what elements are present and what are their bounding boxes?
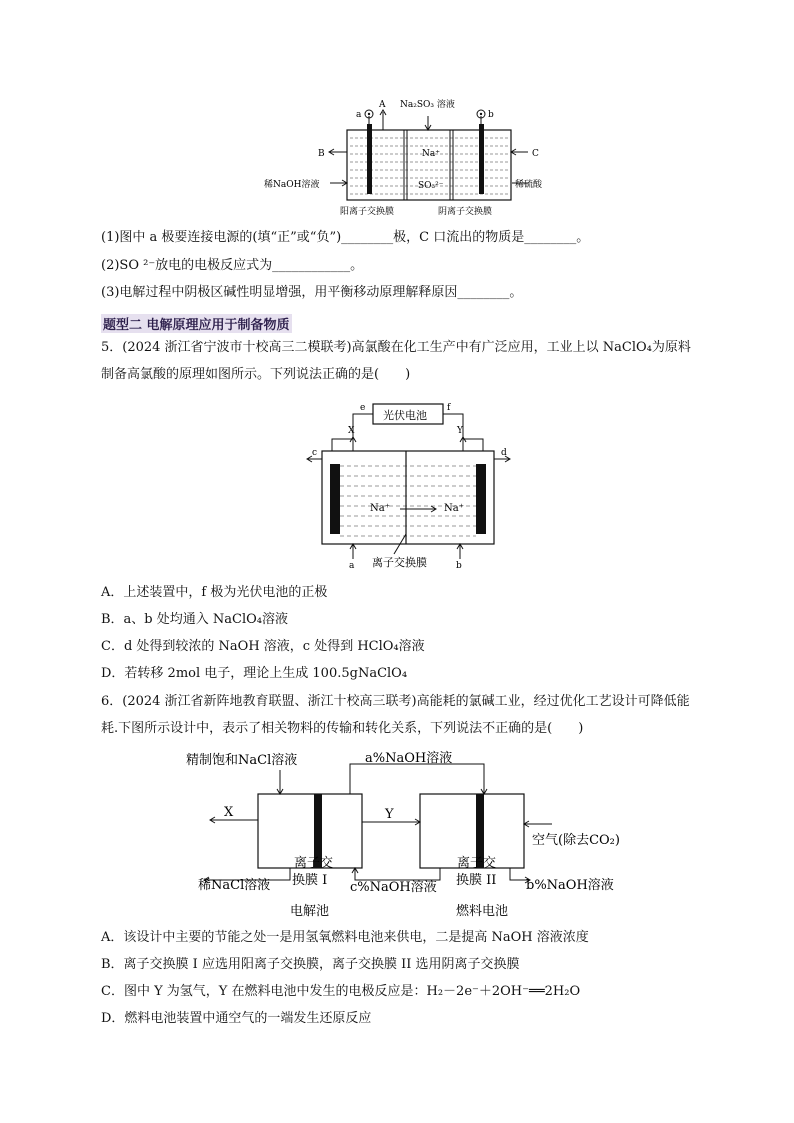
q5-option-d: D．若转移 2mol 电子，理论上生成 100.5gNaClO₄: [101, 666, 408, 681]
label-membrane-2b: 换膜 II: [456, 873, 497, 888]
label-Y: Y: [457, 426, 463, 436]
label-anion-membrane: 阴离子交换膜: [438, 207, 493, 217]
label-na-left: Na⁺: [370, 503, 390, 514]
label-ion-membrane: 离子交换膜: [372, 556, 427, 569]
label-A: A: [379, 100, 386, 110]
label-X: X: [348, 426, 355, 436]
q5-stem-2: 制备高氯酸的原理如图所示。下列说法正确的是( ): [101, 367, 411, 382]
label-membrane-1a: 离子交: [294, 856, 334, 871]
section-heading: 题型二 电解原理应用于制备物质: [101, 314, 292, 333]
label-na-right: Na⁺: [444, 503, 464, 514]
q5-option-a: A．上述装置中，f 极为光伏电池的正极: [101, 585, 328, 600]
label-b-naoh: b%NaOH溶液: [526, 878, 614, 893]
label-a: a: [356, 110, 362, 120]
label-c-naoh: c%NaOH溶液: [350, 880, 437, 895]
electrolysis-diagram-2: [300, 394, 520, 574]
label-c: c: [312, 448, 318, 458]
q6-option-a: A．该设计中主要的节能之处一是用氢氧燃料电池来供电，二是提高 NaOH 溶液浓度: [101, 930, 589, 945]
label-battery: 光伏电池: [383, 409, 427, 422]
label-e: e: [360, 403, 366, 413]
q6-option-c: C．图中 Y 为氢气，Y 在燃料电池中发生的电极反应是：H₂－2e⁻＋2OH⁻══2H₂O: [101, 984, 581, 999]
label-membrane-2a: 离子交: [457, 856, 497, 871]
electrolysis-diagram-1: [250, 94, 550, 224]
label-naoh: 稀NaOH溶液: [264, 180, 320, 190]
q5-option-c: C．d 处得到较浓的 NaOH 溶液，c 处得到 HClO₄溶液: [101, 639, 425, 654]
label-nacl-in: 精制饱和NaCl溶液: [186, 753, 298, 768]
label-a-naoh: a%NaOH溶液: [365, 751, 453, 766]
q6-stem-2: 耗.下图所示设计中，表示了相关物料的传输和转化关系，下列说法不正确的是( ): [101, 721, 584, 736]
label-electrolyzer: 电解池: [290, 904, 330, 919]
label-membrane-1b: 换膜 I: [292, 873, 328, 888]
q6-stem-1: 6．(2024 浙江省新阵地教育联盟、浙江十校高三联考)高能耗的氯碱工业，经过优化工艺设计可降低能: [101, 694, 690, 709]
q6-option-d: D．燃料电池装置中通空气的一端发生还原反应: [101, 1011, 372, 1026]
label-X-out: X: [224, 805, 234, 820]
label-dil-nacl: 稀NaCl溶液: [198, 878, 271, 893]
label-cation-membrane: 阳离子交换膜: [340, 207, 395, 217]
label-fuel-cell: 燃料电池: [456, 904, 509, 919]
label-h2so4: 稀硫酸: [515, 180, 543, 190]
q6-option-b: B．离子交换膜 I 应选用阳离子交换膜，离子交换膜 II 选用阴离子交换膜: [101, 957, 520, 972]
label-d: d: [501, 448, 507, 458]
label-b-inlet: b: [456, 561, 462, 571]
q4-part3: (3)电解过程中阴极区碱性明显增强，用平衡移动原理解释原因________。: [101, 285, 523, 300]
q5-option-b: B．a、b 处均通入 NaClO₄溶液: [101, 612, 288, 627]
label-na2so3: Na₂SO₃ 溶液: [400, 100, 455, 110]
label-na: Na⁺: [422, 149, 440, 159]
label-air: 空气(除去CO₂): [532, 833, 620, 848]
q4-part2: (2)SO ²⁻放电的电极反应式为____________。: [101, 258, 364, 273]
chlor-alkali-flow-diagram: [180, 746, 670, 921]
q4-part1: (1)图中 a 极要连接电源的(填“正”或“负”)________极，C 口流出的物质是________。: [101, 230, 590, 245]
label-Y-flow: Y: [385, 807, 394, 822]
label-b: b: [488, 110, 494, 120]
label-a-inlet: a: [349, 561, 355, 571]
q5-stem-1: 5．(2024 浙江省宁波市十校高三二模联考)高氯酸在化工生产中有广泛应用，工业上以 NaClO₄为原料: [101, 340, 691, 355]
label-B: B: [318, 149, 325, 159]
label-so3: SO₃²⁻: [418, 181, 444, 191]
label-C: C: [532, 149, 539, 159]
label-f: f: [447, 403, 451, 413]
